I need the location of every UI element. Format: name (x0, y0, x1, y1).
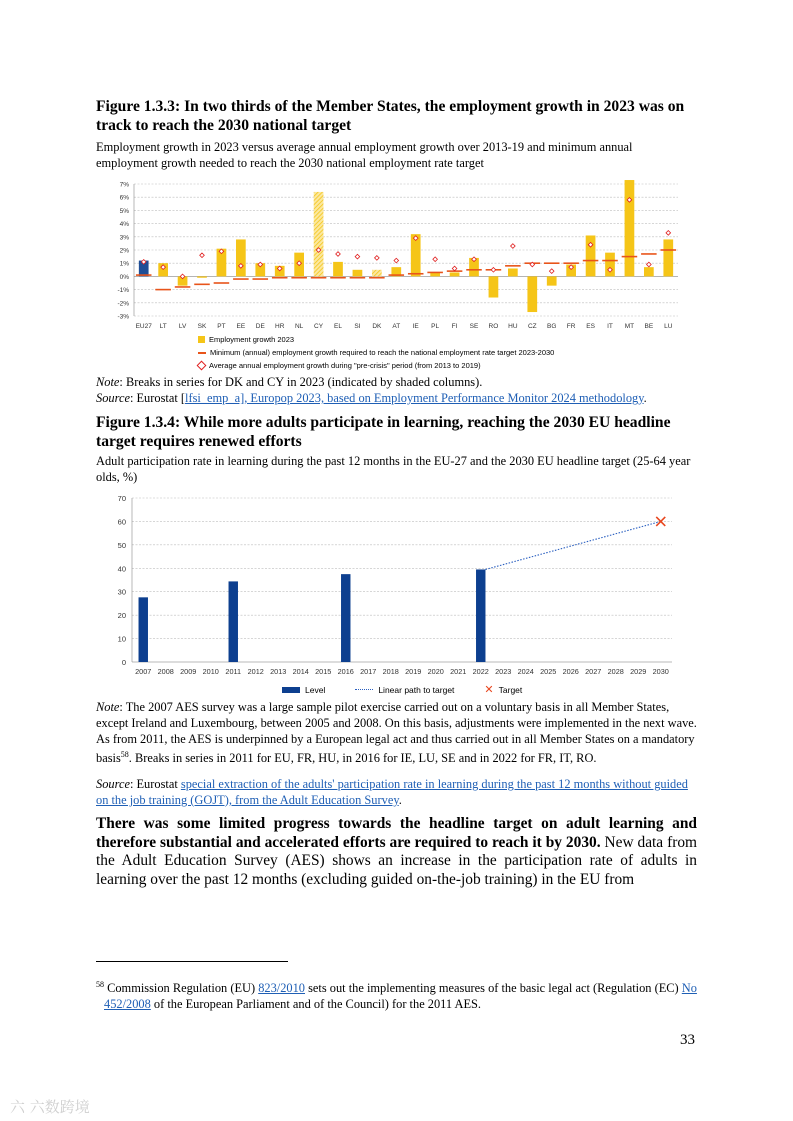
avg-marker-fi (452, 266, 457, 271)
x-tick-label: LU (664, 323, 673, 330)
x-tick-label: 2026 (562, 667, 579, 676)
x-tick-label: SI (354, 323, 361, 330)
legend-path-label: Linear path to target (378, 684, 455, 695)
x-tick-label: DE (255, 323, 265, 330)
avg-marker-ro (491, 268, 496, 273)
x-tick-label: 2017 (360, 667, 377, 676)
figure-1-3-3-source (96, 390, 706, 406)
y-tick-label: 60 (117, 517, 126, 527)
x-tick-label: 2016 (337, 667, 354, 676)
bar-2011 (229, 581, 238, 662)
x-tick-label: 2025 (540, 667, 557, 676)
x-tick-label: ES (586, 323, 595, 330)
legend-minimum (198, 346, 554, 359)
page-number: 33 (680, 1032, 695, 1048)
x-tick-label: SK (197, 323, 207, 330)
footnote-link-823-2010[interactable]: 823/2010 (258, 981, 305, 996)
source-prefix: : Eurostat [ (129, 391, 186, 405)
y-tick-label: 40 (117, 564, 126, 574)
x-tick-label: 2008 (157, 667, 174, 676)
x-tick-label: 2009 (180, 667, 197, 676)
figure-1-3-3-title: Figure 1.3.3: In two thirds of the Member States, the employment growth in 2023 was on track to reach the 2030 national target (96, 98, 685, 134)
avg-marker-pl (433, 257, 438, 262)
bar-2007 (139, 597, 148, 662)
x-tick-label: NL (294, 323, 304, 330)
bar-2022 (476, 569, 485, 662)
y-tick-label: 20 (117, 611, 126, 621)
x-tick-label: 2015 (315, 667, 332, 676)
bar-be (644, 267, 654, 276)
body-text: New data from the Adult Education Survey (AES) shows an increase in the participation rate of adults in learning over the past 12 months (excluding guided on-the-job training) in the EU from (96, 833, 697, 888)
legend-target (484, 683, 522, 696)
bar-ro (489, 276, 499, 297)
bar-bg (547, 276, 557, 285)
footnote-text-1: Commission Regulation (EU) (104, 981, 259, 996)
legend-average (198, 359, 554, 372)
bar-es (586, 235, 596, 276)
bar-cz (527, 276, 537, 312)
adult-learning-legend (282, 683, 522, 696)
footnote-separator (96, 961, 288, 962)
avg-marker-at (394, 258, 399, 263)
bar-it (605, 253, 615, 277)
body-bold-text: There was some limited progress towards the headline target on adult learning and therefore substantial and accelerated efforts are required to reach it by 2030. (96, 815, 697, 851)
figure-1-3-4-source (96, 776, 698, 808)
bar-ee (236, 239, 246, 276)
body-paragraph (96, 815, 697, 889)
employment-chart-legend (198, 333, 554, 372)
figure-1-3-4-title: Figure 1.3.4: While more adults participate in learning, reaching the 2030 EU headline target requires renewed efforts (96, 414, 671, 450)
x-tick-label: 2030 (652, 667, 669, 676)
watermark: 六 六数跨境 (10, 1098, 90, 1116)
y-tick-label: 0% (119, 273, 129, 281)
footnote-link-452-2008[interactable]: No 452/2008 (104, 981, 697, 1012)
footnote-text-3: of the European Parliament and of the Council) for the 2011 AES. (150, 997, 482, 1012)
legend-average-label: Average annual employment growth during "pre-crisis" period (from 2013 to 2019) (209, 361, 481, 370)
bar-el (333, 262, 343, 277)
note-text-1: : The 2007 AES survey was a large sample pilot exercise carried out on a voluntary basis in all Member States, except Ireland and Luxembourg, between 2005 and 2008. On this basis, adjustments were implemented in the next wave. As from 2011, the AES is underpinned by a European legal act and thus carried out in all Member States on a mandatory basis (96, 700, 697, 766)
legend-growth-label: Employment growth 2023 (209, 335, 295, 344)
y-tick-label: 30 (117, 587, 126, 597)
legend-target-label: Target (498, 684, 523, 695)
legend-growth (198, 333, 554, 346)
x-tick-label: 2020 (427, 667, 444, 676)
x-tick-label: IE (412, 323, 419, 330)
y-tick-label: 5% (119, 207, 129, 215)
bar-fi (450, 272, 460, 276)
x-tick-label: 2012 (247, 667, 264, 676)
x-tick-label: FR (566, 323, 576, 330)
y-tick-label: 6% (119, 194, 129, 202)
x-tick-label: 2013 (270, 667, 287, 676)
x-tick-label: SE (469, 323, 479, 330)
x-tick-label: IT (607, 323, 613, 330)
figure-1-3-4-note (96, 699, 698, 766)
y-tick-label: 0 (121, 658, 126, 667)
x-tick-label: 2023 (495, 667, 512, 676)
x-tick-label: LT (159, 323, 167, 330)
note-label: Note (96, 700, 120, 714)
y-tick-label: 70 (117, 494, 126, 503)
y-tick-label: 4% (119, 221, 129, 229)
x-tick-label: 2029 (630, 667, 647, 676)
legend-path-swatch (355, 689, 373, 690)
x-tick-label: 2027 (585, 667, 602, 676)
y-tick-label: -2% (117, 300, 129, 308)
x-tick-label: 2007 (135, 667, 152, 676)
y-tick-label: 2% (119, 247, 129, 255)
employment-growth-chart (96, 176, 696, 336)
target-x-icon: ✕ (484, 684, 494, 696)
bar-hu (508, 268, 518, 276)
avg-marker-lu (666, 231, 671, 236)
x-tick-label: 2014 (292, 667, 309, 676)
x-tick-label: 2018 (382, 667, 399, 676)
figure-1-3-4-subtitle: Adult participation rate in learning during the past 12 months in the EU-27 and the 2030 EU headline target (25-64 year olds, %) (96, 454, 691, 484)
source-suffix: . (643, 391, 647, 405)
y-tick-label: 1% (119, 260, 129, 268)
y-tick-label: 50 (117, 540, 126, 550)
adult-learning-chart (96, 490, 696, 680)
x-tick-label: AT (392, 323, 401, 330)
x-tick-label: 2024 (517, 667, 534, 676)
figure-1-3-3-note (96, 374, 698, 390)
legend-minimum-swatch (198, 352, 206, 354)
source-label: Source (96, 777, 130, 791)
avg-marker-sk (200, 253, 205, 258)
footnote-58 (96, 977, 706, 1012)
x-tick-label: DK (372, 323, 382, 330)
legend-growth-swatch (198, 336, 205, 343)
linear-path-line (485, 521, 660, 569)
x-tick-label: HU (508, 323, 518, 330)
x-tick-label: FI (451, 323, 458, 330)
y-tick-label: 10 (117, 634, 126, 644)
figure-1-3-3-subtitle: Employment growth in 2023 versus average annual employment growth over 2013-19 and minimum annual employment growth needed to reach the 2030 national employment rate target (96, 140, 633, 170)
bar-lu (663, 239, 673, 276)
bar-mt (625, 180, 635, 276)
source-label: Source (96, 391, 130, 405)
x-tick-label: HR (275, 323, 285, 330)
legend-minimum-label: Minimum (annual) employment growth required to reach the national employment rate target 2023-2030 (210, 348, 555, 357)
footnote-text-2: sets out the implementing measures of the basic legal act (Regulation (EC) (305, 981, 682, 996)
legend-average-marker-icon (197, 361, 207, 371)
x-tick-label: 2021 (450, 667, 467, 676)
note-label: Note (96, 375, 120, 389)
avg-marker-si (355, 254, 360, 259)
x-tick-label: 2010 (202, 667, 219, 676)
legend-path (355, 685, 454, 695)
x-tick-label: RO (488, 323, 499, 330)
x-tick-label: 2028 (607, 667, 624, 676)
note-text: : Breaks in series for DK and CY in 2023 (indicated by shaded columns). (119, 375, 483, 389)
avg-marker-el (336, 252, 341, 257)
source-prefix: : Eurostat (129, 777, 181, 791)
avg-marker-dk (375, 256, 380, 261)
x-tick-label: BE (644, 323, 654, 330)
note-text-2: . Breaks in series in 2011 for EU, FR, HU, in 2016 for IE, LU, SE and in 2022 for FR, IT, RO. (128, 751, 597, 766)
bar-cy (314, 192, 324, 276)
x-tick-label: CZ (527, 323, 537, 330)
x-tick-label: 2019 (405, 667, 422, 676)
y-tick-label: 7% (119, 181, 129, 189)
x-tick-label: 2011 (225, 667, 242, 676)
x-tick-label: CY (314, 323, 324, 330)
bar-2016 (341, 574, 350, 662)
x-tick-label: 2022 (472, 667, 489, 676)
x-tick-label: BG (547, 323, 557, 330)
legend-level (282, 685, 325, 695)
x-tick-label: EL (334, 323, 342, 330)
y-tick-label: -1% (117, 287, 129, 295)
x-tick-label: PT (217, 323, 226, 330)
avg-marker-hu (511, 244, 516, 249)
y-tick-label: -3% (117, 313, 129, 321)
avg-marker-bg (549, 269, 554, 274)
y-tick-label: 3% (119, 234, 129, 242)
source-link-aes[interactable]: special extraction of the adults' participation rate in learning during the past 12 months without guided on the job training (GOJT), from the Adult Education Survey (96, 777, 688, 807)
source-link-lfsi[interactable]: lfsi_emp_a], Europop 2023, based on Employment Performance Monitor 2024 methodology (185, 391, 644, 405)
x-tick-label: EU27 (135, 323, 152, 330)
legend-level-swatch (282, 687, 300, 693)
bar-dk (372, 270, 382, 277)
x-tick-label: EE (236, 323, 246, 330)
x-tick-label: LV (178, 323, 187, 330)
footnote-number: 58 (96, 980, 104, 989)
source-suffix: . (398, 793, 402, 807)
bar-sk (197, 276, 207, 277)
footnote-ref-58[interactable]: 58 (120, 750, 129, 759)
x-tick-label: MT (624, 323, 635, 330)
bar-si (353, 270, 363, 277)
legend-level-label: Level (305, 684, 326, 695)
x-tick-label: PL (431, 323, 440, 330)
